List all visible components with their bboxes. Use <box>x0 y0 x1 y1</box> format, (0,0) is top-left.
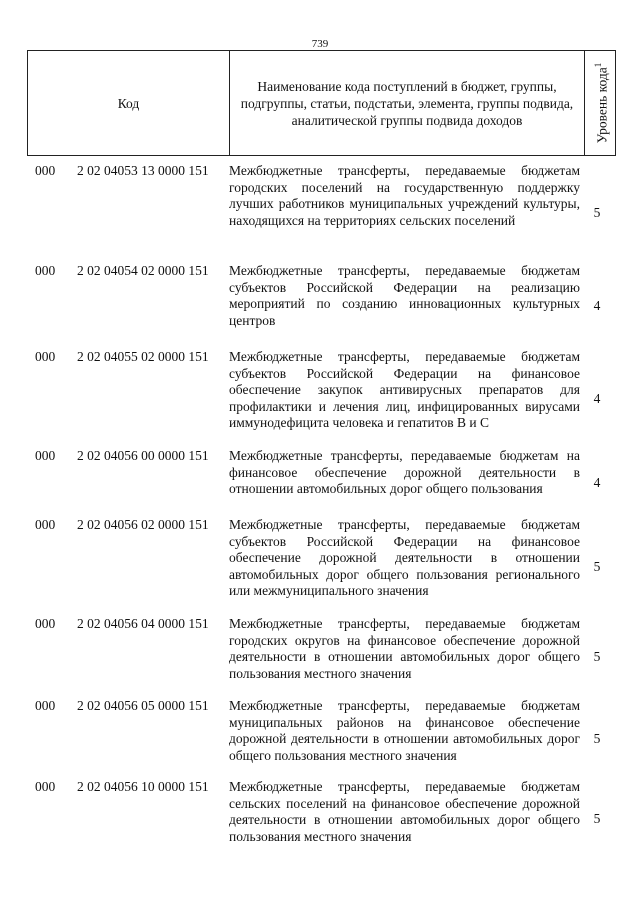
row-level: 4 <box>593 474 601 490</box>
row-admin-code: 000 <box>35 448 56 463</box>
table-row <box>27 517 612 616</box>
row-level: 4 <box>593 298 601 313</box>
row-level: 5 <box>593 205 601 220</box>
row-admin-code: 000 <box>35 517 56 532</box>
row-level: 5 <box>593 558 601 574</box>
header-code <box>28 51 230 156</box>
row-budget-code: 2 02 04053 13 0000 151 <box>77 163 209 178</box>
header-name <box>230 51 585 156</box>
row-budget-code: 2 02 04054 02 0000 151 <box>77 263 209 278</box>
table-header <box>27 50 616 156</box>
row-name: Межбюджетные трансферты, передаваемые бюджетам на финансовое обеспечение дорожной деятельности в отношении автомобильных дорог общего пользования <box>229 448 580 496</box>
table-body <box>27 163 612 859</box>
row-admin-code: 000 <box>35 263 56 278</box>
row-name: Межбюджетные трансферты, передаваемые бюджетам городских поселений на государственную поддержку лучших работников муниципальных учреждений культуры, находящихся на территориях сельских поселений <box>229 163 580 228</box>
row-level: 4 <box>593 390 601 406</box>
header-level-footnote: 1 <box>592 62 603 68</box>
row-budget-code: 2 02 04055 02 0000 151 <box>77 349 209 364</box>
table-row <box>27 263 612 349</box>
row-admin-code: 000 <box>35 698 56 713</box>
header-level-text <box>590 63 611 144</box>
row-name: Межбюджетные трансферты, передаваемые бюджетам городских округов на финансовое обеспечение дорожной деятельности в отношении автомобильных дорог общего пользования местного значения <box>229 616 580 681</box>
row-name: Межбюджетные трансферты, передаваемые бюджетам субъектов Российской Федерации на финансовое обеспечение дорожной деятельности в отношении автомобильных дорог общего пользования регионального или межмуниципального значения <box>229 517 580 598</box>
table-row <box>27 616 612 698</box>
row-budget-code: 2 02 04056 05 0000 151 <box>77 698 209 713</box>
table-row <box>27 448 612 517</box>
row-admin-code: 000 <box>35 616 56 631</box>
header-code-label: Код <box>117 95 140 111</box>
row-admin-code: 000 <box>35 163 56 178</box>
row-budget-code: 2 02 04056 00 0000 151 <box>77 448 209 463</box>
header-name-label: Наименование кода поступлений в бюджет, группы, подгруппы, статьи, подстатьи, элемента, группы подвида, аналитической группы подвида доходов <box>240 78 574 128</box>
row-level: 5 <box>593 811 601 826</box>
row-name: Межбюджетные трансферты, передаваемые бюджетам муниципальных районов на финансовое обеспечение дорожной деятельности в отношении автомобильных дорог общего пользования местного значения <box>229 698 580 763</box>
row-level: 5 <box>593 730 601 746</box>
row-level: 5 <box>593 649 601 664</box>
row-name: Межбюджетные трансферты, передаваемые бюджетам субъектов Российской Федерации на реализацию мероприятий по созданию инновационных культурных центров <box>229 263 580 328</box>
row-budget-code: 2 02 04056 04 0000 151 <box>77 616 209 631</box>
row-budget-code: 2 02 04056 02 0000 151 <box>77 517 209 532</box>
row-admin-code: 000 <box>35 779 56 794</box>
row-budget-code: 2 02 04056 10 0000 151 <box>77 779 209 794</box>
table-row <box>27 698 612 779</box>
table-row <box>27 779 612 859</box>
header-level <box>585 51 616 156</box>
row-name: Межбюджетные трансферты, передаваемые бюджетам субъектов Российской Федерации на финансовое обеспечение закупок антивирусных препаратов для профилактики и лечения лиц, инфицированных вирусами иммунодефицита человека и гепатитов В и С <box>229 349 580 430</box>
table-row <box>27 349 612 448</box>
table-row <box>27 163 612 263</box>
header-level-label: Уровень кода <box>594 67 610 144</box>
page-number: 739 <box>311 38 329 50</box>
row-admin-code: 000 <box>35 349 56 364</box>
row-name: Межбюджетные трансферты, передаваемые бюджетам сельских поселений на финансовое обеспечение дорожной деятельности в отношении автомобильных дорог общего пользования местного значения <box>229 779 580 844</box>
